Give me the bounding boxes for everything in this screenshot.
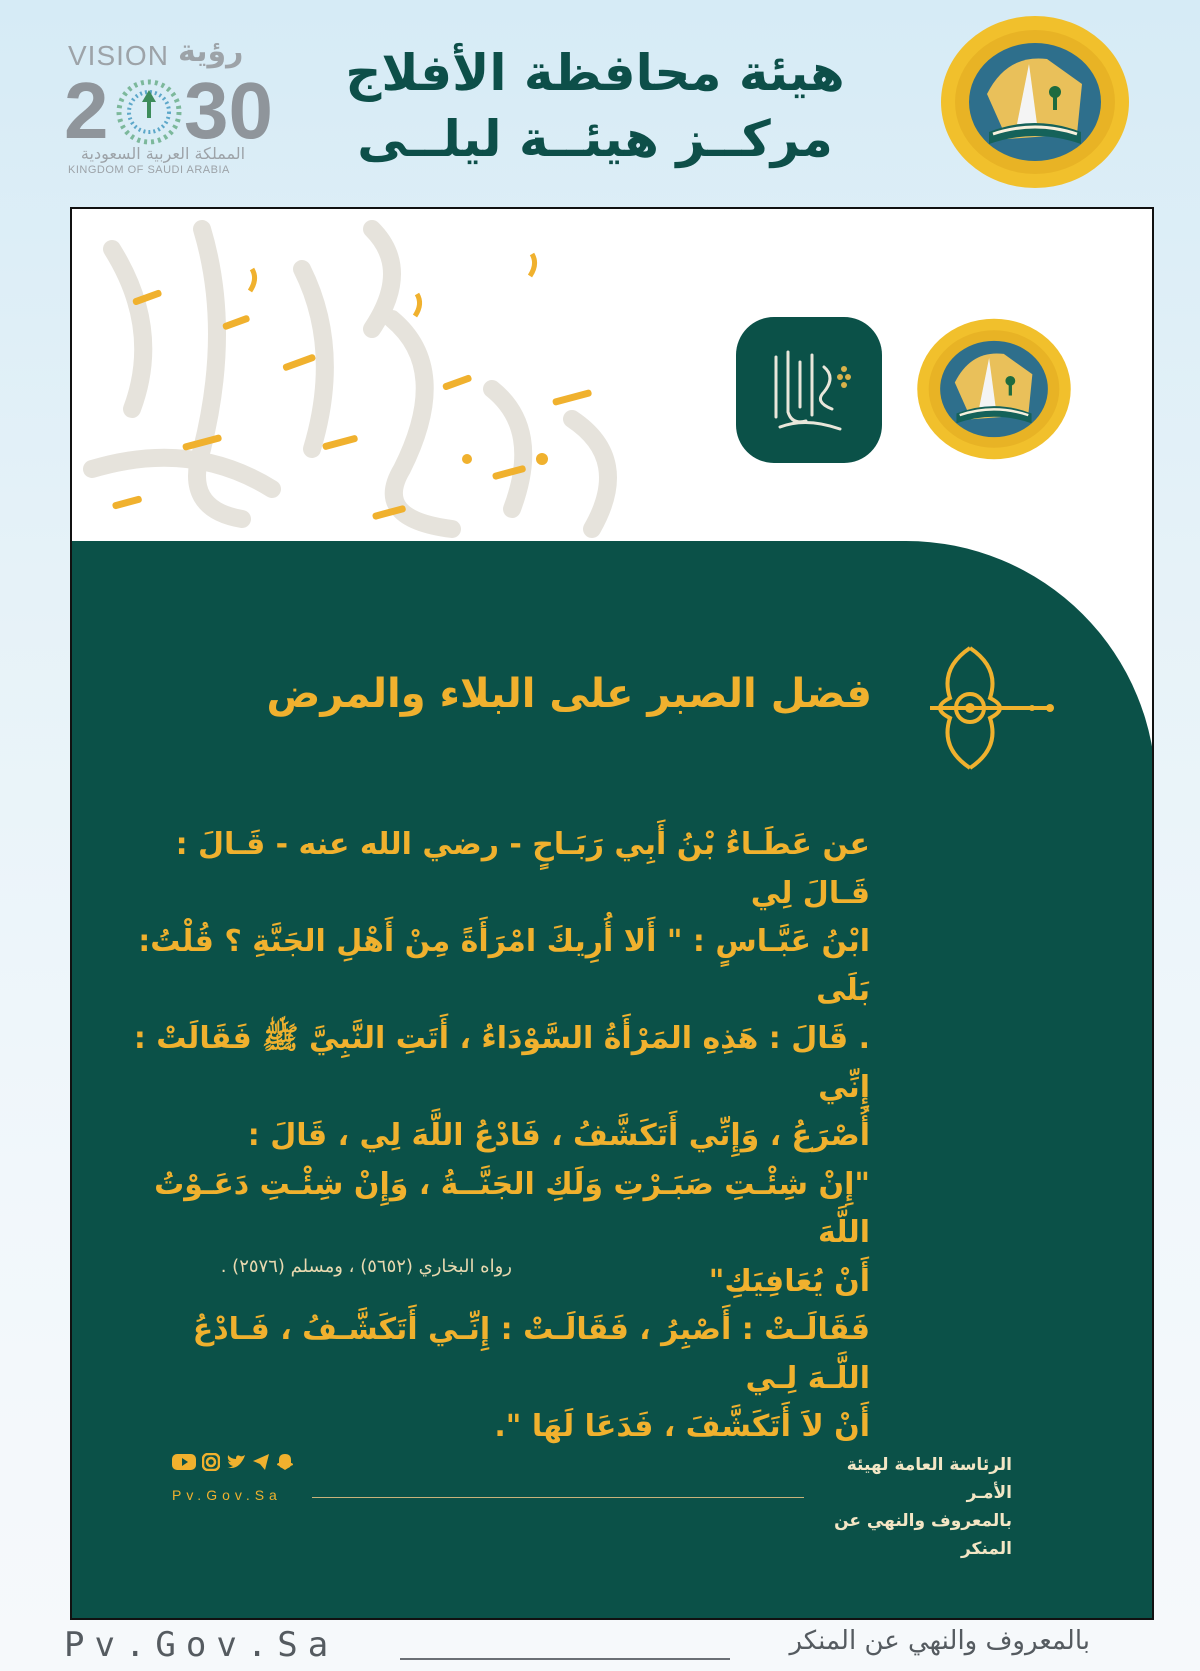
hadith-line: أُصْرَعُ ، وَإِنِّي أَتَكَشَّفُ ، فَادْعُ اللَّهَ لِي ، قَالَ : [247, 1118, 870, 1153]
telegram-icon[interactable] [252, 1453, 270, 1471]
svg-text:2: 2 [64, 72, 109, 152]
hadith-line: ابْنُ عَبَّـاسٍ : " أَلا أُرِيكَ امْرَأَةً مِنْ أَهْلِ الجَنَّةِ ؟ قُلْتُ: بَلَى [138, 924, 870, 1008]
bottom-org-text: بالمعروف والنهي عن المنكر [789, 1626, 1090, 1656]
calligraphy-background-icon [72, 209, 692, 539]
hadith-line: . قَالَ : هَذِهِ المَرْأَةُ السَّوْدَاءُ ، أَتَتِ النَّبِيَّ ﷺ فَقَالَتْ : إِنِّي [133, 1021, 870, 1105]
app-icon [736, 317, 882, 463]
bottom-divider [400, 1658, 730, 1660]
vision-country-en: KINGDOM OF SAUDI ARABIA [68, 164, 230, 176]
hadith-line: عن عَطَـاءُ بْنُ أَبِي رَبَـاحٍ - رضي الله عنه - قَـالَ : قَـالَ لِي [175, 827, 870, 911]
social-icons [172, 1451, 294, 1473]
vision-country-ar: المملكة العربية السعودية [80, 144, 246, 163]
title-line-1: هيئة محافظة الأفلاج [345, 44, 845, 102]
card-emblem-logo [914, 315, 1074, 463]
page-title [330, 40, 860, 172]
hadith-source: رواه البخاري (٥٦٥٢) ، ومسلم (٢٥٧٦) . [220, 1256, 512, 1277]
post-title: فضل الصبر على البلاء والمرض [266, 671, 872, 717]
hadith-line: أَنْ يُعَافِيَكِ" [708, 1263, 870, 1299]
title-line-2: مركــز هيئــة ليلــى [357, 110, 833, 168]
vision-2030-mark [64, 72, 274, 152]
vision-word-en: VISION [68, 40, 169, 71]
content-panel [72, 541, 1154, 1620]
hadith-text [132, 821, 870, 1452]
card-footer [172, 1451, 1012, 1559]
post-card [70, 207, 1154, 1620]
svg-text:30: 30 [184, 72, 273, 152]
instagram-icon[interactable] [202, 1453, 220, 1471]
hadith-line: أَنْ لاَ أَتَكَشَّفَ ، فَدَعَا لَهَا ". [494, 1409, 870, 1444]
bottom-url-link[interactable]: Pv.Gov.Sa [64, 1625, 339, 1665]
vision-word-ar: رؤية [178, 34, 244, 69]
footer-url-link[interactable]: Pv.Gov.Sa [172, 1487, 282, 1503]
ornament-icon [910, 638, 1060, 778]
footer-org-line-2: بالمعروف والنهي عن المنكر [834, 1511, 1012, 1559]
hadith-line: "إِنْ شِئْـتِ صَبَـرْتِ وَلَكِ الجَنَّــةُ ، وَإِنْ شِئْـتِ دَعَـوْتُ اللَّهَ [154, 1166, 870, 1250]
youtube-icon[interactable] [172, 1453, 196, 1471]
hadith-line: فَقَالَـتْ : أَصْبِرُ ، فَقَالَـتْ : إِنِّـي أَتَكَشَّـفُ ، فَـادْعُ اللَّـهَ لِـي [192, 1312, 870, 1396]
presidency-emblem-logo [937, 14, 1133, 190]
snapchat-icon[interactable] [276, 1453, 294, 1471]
twitter-icon[interactable] [226, 1453, 246, 1471]
footer-org-name [812, 1451, 1012, 1563]
footer-org-line-1: الرئاسة العامة لهيئة الأمـر [846, 1455, 1012, 1503]
footer-divider [312, 1497, 804, 1498]
calligraphy-icon [736, 317, 882, 463]
